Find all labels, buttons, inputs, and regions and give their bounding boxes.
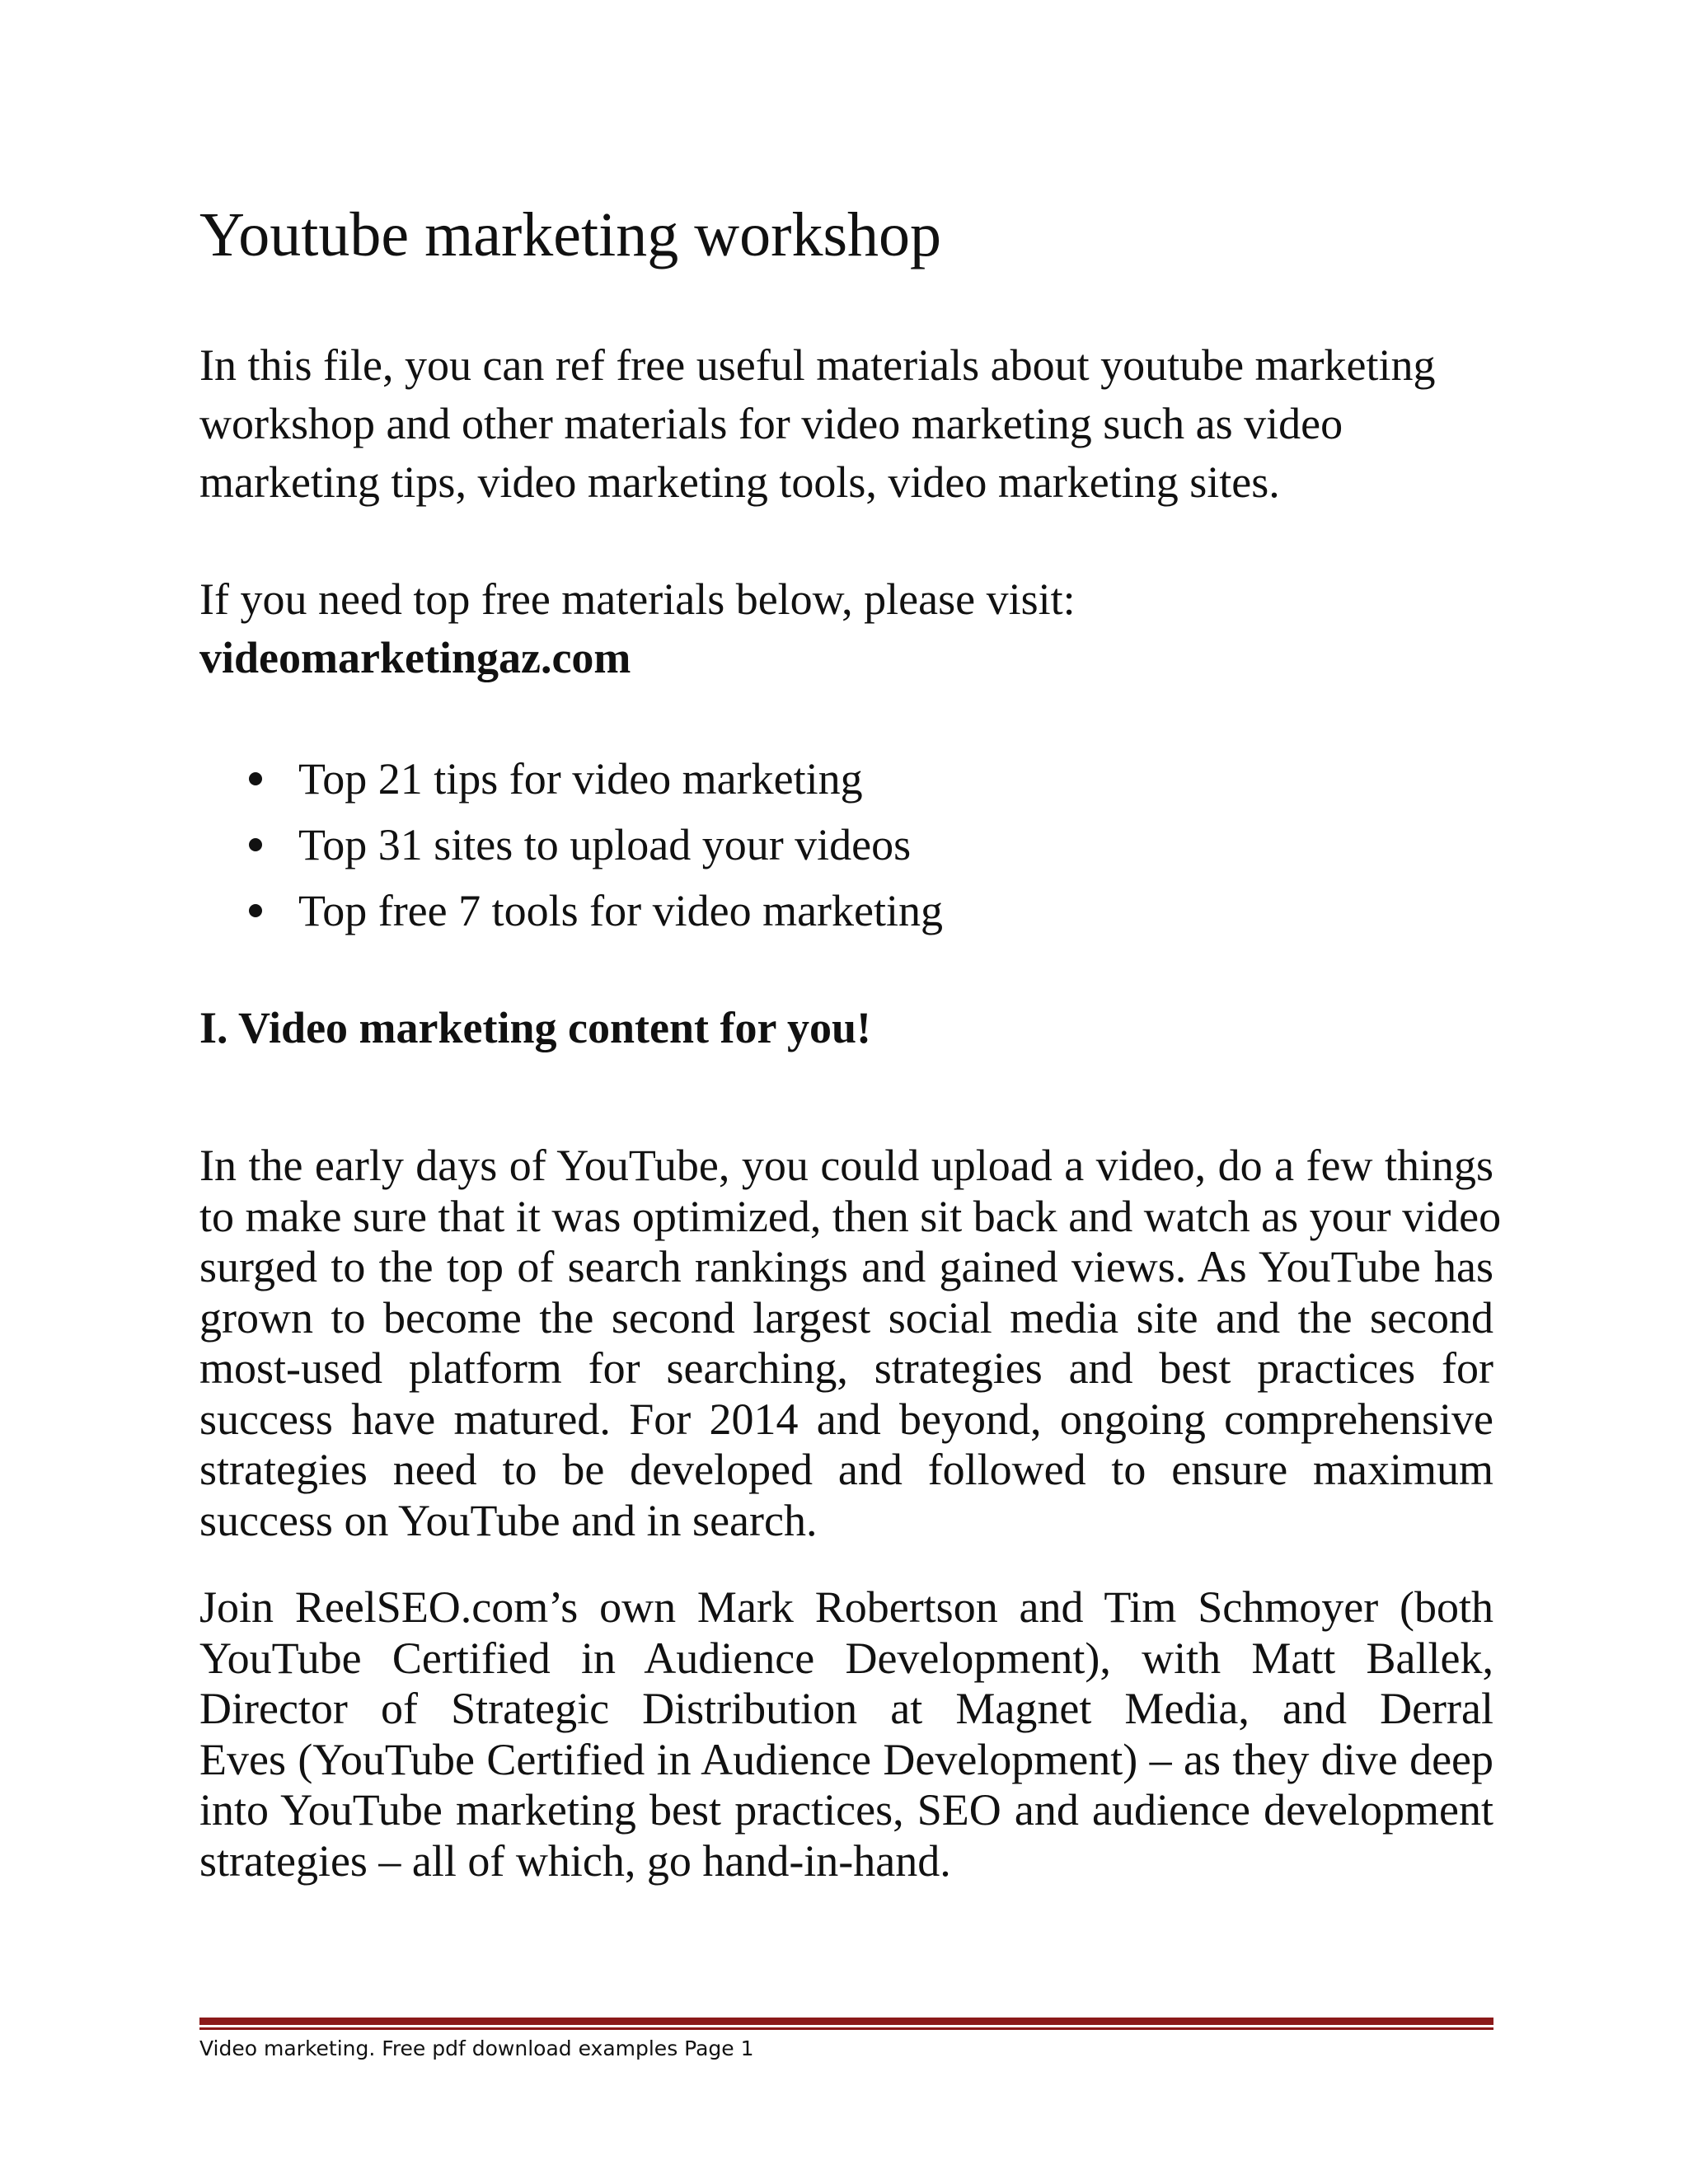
bullet-icon xyxy=(249,904,262,917)
footer-divider-thin xyxy=(199,2027,1493,2030)
paragraph-line: into YouTube marketing best practices, SEO and audience development xyxy=(199,1785,1493,1835)
paragraph-line: In the early days of YouTube, you could upload a video, do a few things xyxy=(199,1141,1493,1190)
list-item-text: Top 21 tips for video marketing xyxy=(298,754,863,804)
page-footer: Video marketing. Free pdf download examples Page 1 xyxy=(199,2036,754,2060)
paragraph-line: Director of Strategic Distribution at Magnet Media, and Derral xyxy=(199,1684,1493,1733)
intro-line: workshop and other materials for video marketing such as video xyxy=(199,399,1343,448)
paragraph-line: Eves (YouTube Certified in Audience Development) – as they dive deep xyxy=(199,1734,1493,1784)
document-title: Youtube marketing workshop xyxy=(199,200,942,269)
list-item xyxy=(199,746,943,812)
visit-site-link[interactable]: videomarketingaz.com xyxy=(199,633,631,682)
body-paragraph-2 xyxy=(199,1582,1493,1886)
paragraph-line: YouTube Certified in Audience Development), with Matt Ballek, xyxy=(199,1633,1493,1683)
paragraph-line: strategies need to be developed and followed to ensure maximum xyxy=(199,1445,1493,1494)
list-item xyxy=(199,878,943,944)
paragraph-line: grown to become the second largest social media site and the second xyxy=(199,1292,1493,1343)
list-item-text: Top 31 sites to upload your videos xyxy=(298,820,912,869)
paragraph-line: to make sure that it was optimized, then sit back and watch as your video xyxy=(199,1191,1502,1241)
paragraph-line: Join ReelSEO.com’s own Mark Robertson and Tim Schmoyer (both xyxy=(199,1582,1493,1632)
paragraph-line: success have matured. For 2014 and beyond, ongoing comprehensive xyxy=(199,1394,1493,1444)
footer-divider-thick xyxy=(199,2018,1493,2025)
paragraph-line: success on YouTube and in search. xyxy=(199,1495,818,1545)
bullet-icon xyxy=(249,772,262,785)
bullet-icon xyxy=(249,838,262,851)
intro-line: In this file, you can ref free useful materials about youtube marketing xyxy=(199,340,1436,390)
list-item-text: Top free 7 tools for video marketing xyxy=(298,886,943,935)
body-paragraph-1 xyxy=(199,1141,1502,1546)
visit-paragraph xyxy=(199,570,1502,687)
paragraph-line: strategies – all of which, go hand-in-hand. xyxy=(199,1835,951,1886)
materials-list xyxy=(199,746,943,944)
intro-line: marketing tips, video marketing tools, video marketing sites. xyxy=(199,457,1280,507)
section-heading: I. Video marketing content for you! xyxy=(199,1003,871,1052)
intro-paragraph xyxy=(199,336,1502,512)
list-item xyxy=(199,812,943,878)
visit-text: If you need top free materials below, please visit: xyxy=(199,574,1076,624)
paragraph-line: surged to the top of search rankings and gained views. As YouTube has xyxy=(199,1242,1493,1291)
paragraph-line: most-used platform for searching, strategies and best practices for xyxy=(199,1343,1493,1393)
